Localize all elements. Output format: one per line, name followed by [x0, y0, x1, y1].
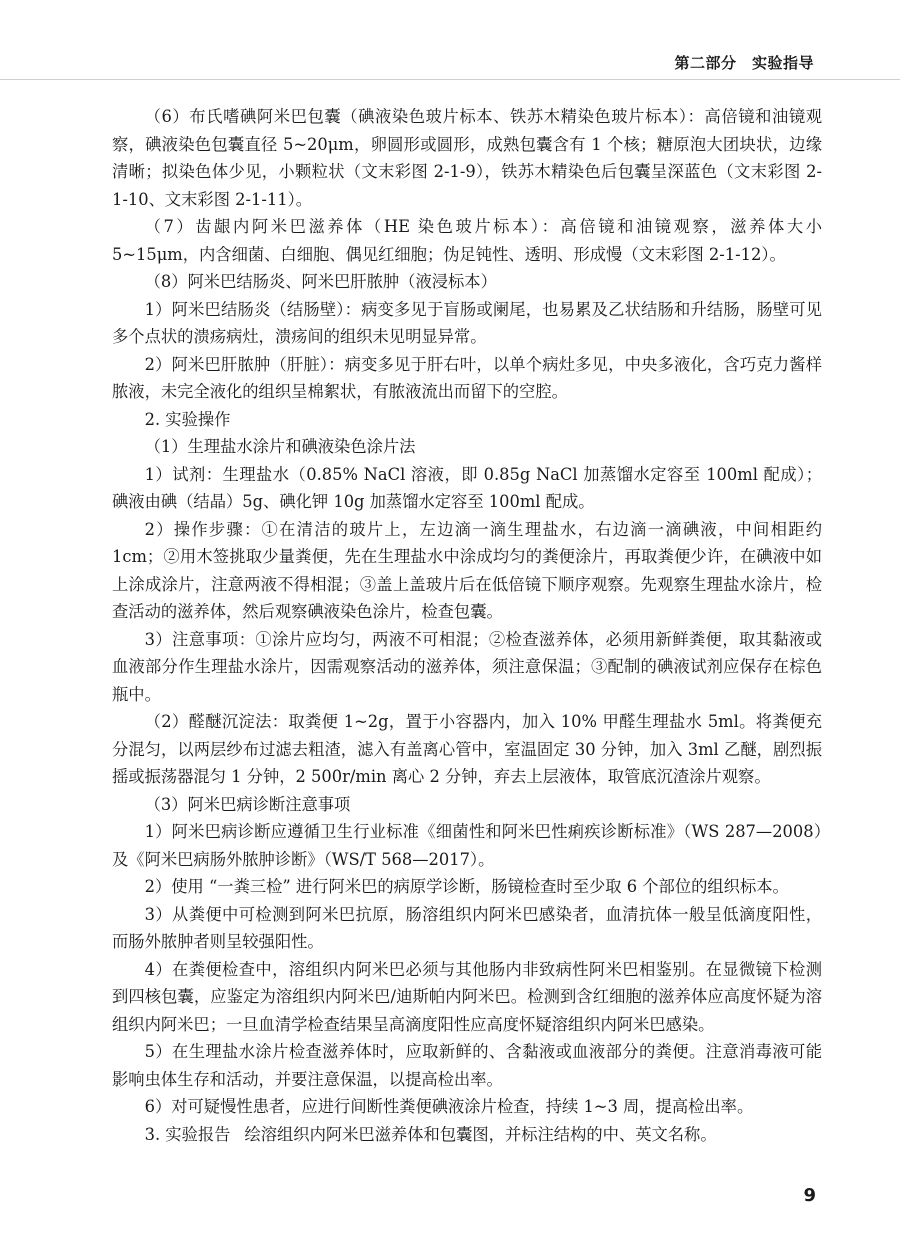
paragraph: （7）齿龈内阿米巴滋养体（HE 染色玻片标本）：高倍镜和油镜观察，滋养体大小 5~15μm，内含细菌、白细胞、偶见红细胞；伪足钝性、透明、形成慢（文末彩图 2-1-12）。 — [112, 217, 822, 264]
paragraph: 2）使用 “一粪三检” 进行阿米巴的病原学诊断，肠镜检查时至少取 6 个部位的组织标本。 — [144, 877, 789, 896]
paragraph: 1）试剂：生理盐水（0.85% NaCl 溶液，即 0.85g NaCl 加蒸馏水定容至 100ml 配成）；碘液由碘（结晶）5g、碘化钾 10g 加蒸馏水定容至 100ml 配成。 — [112, 464, 822, 511]
report-label: 3. 实验报告 — [144, 1124, 231, 1144]
header-divider — [0, 79, 900, 80]
subsection-heading: （3）阿米巴病诊断注意事项 — [144, 794, 351, 814]
section-heading: 2. 实验操作 — [144, 409, 231, 429]
running-header: 第二部分 实验指导 — [674, 54, 814, 72]
page-body — [112, 103, 822, 1148]
paragraph: 1）阿米巴结肠炎（结肠壁）：病变多见于盲肠或阑尾，也易累及乙状结肠和升结肠，肠壁可见多个点状的溃疡病灶，溃疡间的组织未见明显异常。 — [112, 299, 822, 346]
report-paragraph — [112, 1121, 822, 1149]
paragraph: 6）对可疑慢性患者，应进行间断性粪便碘液涂片检查，持续 1~3 周，提高检出率。 — [144, 1097, 754, 1116]
paragraph: （6）布氏嗜碘阿米巴包囊（碘液染色玻片标本、铁苏木精染色玻片标本）：高倍镜和油镜观察，碘液染色包囊直径 5~20μm，卵圆形或圆形，成熟包囊含有 1 个核；糖原泡大团块状，边缘清晰；拟染色体少见，小颗粒状（文末彩图 2-1-9），铁苏木精染色后包囊呈深蓝色（文末彩图 2-1-10、文末彩图 2-1-11）。 — [112, 107, 822, 209]
page-number: 9 — [803, 1185, 816, 1206]
report-text: 绘溶组织内阿米巴滋养体和包囊图，并标注结构的中、英文名称。 — [244, 1124, 717, 1144]
paragraph: 5）在生理盐水涂片检查滋养体时，应取新鲜的、含黏液或血液部分的粪便。注意消毒液可能影响虫体生存和活动，并要注意保温，以提高检出率。 — [112, 1042, 822, 1089]
paragraph: （8）阿米巴结肠炎、阿米巴肝脓肿（液浸标本） — [144, 272, 497, 291]
paragraph: 2）操作步骤：①在清洁的玻片上，左边滴一滴生理盐水，右边滴一滴碘液，中间相距约 1cm；②用木签挑取少量粪便，先在生理盐水中涂成均匀的粪便涂片，再取粪便少许，在碘液中如上涂成涂片，注意两液不得相混；③盖上盖玻片后在低倍镜下顺序观察。先观察生理盐水涂片，检查活动的滋养体，然后观察碘液染色涂片，检查包囊。 — [112, 519, 822, 621]
paragraph: 2）阿米巴肝脓肿（肝脏）：病变多见于肝右叶，以单个病灶多见，中央多液化，含巧克力酱样脓液，未完全液化的组织呈棉絮状，有脓液流出而留下的空腔。 — [112, 354, 822, 401]
paragraph: 4）在粪便检查中，溶组织内阿米巴必须与其他肠内非致病性阿米巴相鉴别。在显微镜下检测到四核包囊，应鉴定为溶组织内阿米巴/迪斯帕内阿米巴。检测到含红细胞的滋养体应高度怀疑为溶组织内阿米巴；一旦血清学检查结果呈高滴度阳性应高度怀疑溶组织内阿米巴感染。 — [112, 959, 822, 1034]
paragraph: 3）注意事项：①涂片应均匀，两液不可相混；②检查滋养体，必须用新鲜粪便，取其黏液或血液部分作生理盐水涂片，因需观察活动的滋养体，须注意保温；③配制的碘液试剂应保存在棕色瓶中。 — [112, 629, 822, 704]
paragraph: （2）醛醚沉淀法：取粪便 1~2g，置于小容器内，加入 10% 甲醛生理盐水 5ml。将粪便充分混匀，以两层纱布过滤去粗渣，滤入有盖离心管中，室温固定 30 分钟，加入 3ml 乙醚，剧烈振摇或振荡器混匀 1 分钟，2 500r/min 离心 2 分钟，弃去上层液体，取管底沉渣涂片观察。 — [112, 712, 822, 786]
subsection-heading: （1）生理盐水涂片和碘液染色涂片法 — [144, 437, 416, 456]
paragraph: 3）从粪便中可检测到阿米巴抗原，肠溶组织内阿米巴感染者，血清抗体一般呈低滴度阳性，而肠外脓肿者则呈较强阳性。 — [112, 904, 822, 951]
paragraph: 1）阿米巴病诊断应遵循卫生行业标准《细菌性和阿米巴性痢疾诊断标准》（WS 287—2008）及《阿米巴病肠外脓肿诊断》（WS/T 568—2017）。 — [112, 822, 822, 869]
